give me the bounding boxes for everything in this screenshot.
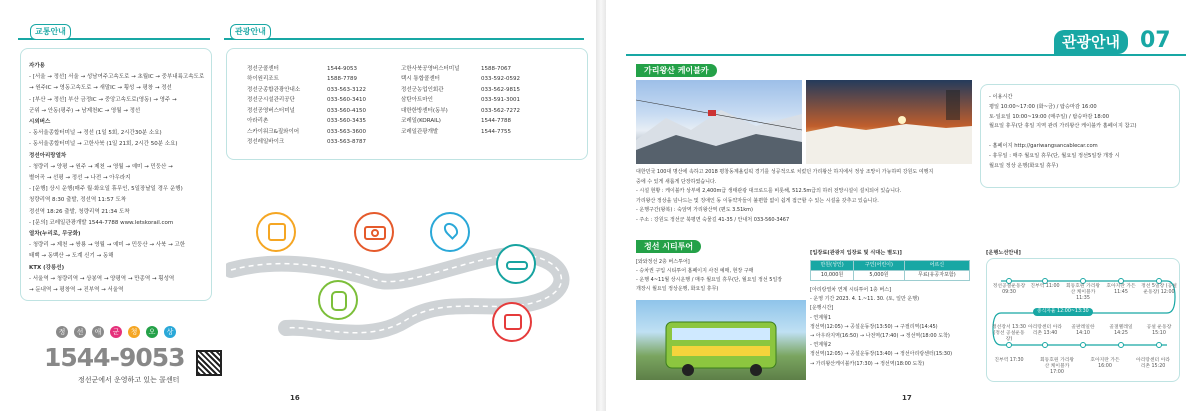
contact-phone: 033-560-4150 xyxy=(327,107,366,114)
left-page xyxy=(0,0,596,411)
contact-phone: 033-562-9815 xyxy=(481,86,520,93)
transport-line: 태백 → 동백산 → 도계 신기 → 동해 xyxy=(29,253,114,260)
transport-line: - 동서울종합터미널 → 고한사북 (1일 21회, 2시간 50분 소요) xyxy=(29,141,178,148)
transport-line: 청량리역 8:30 출발, 정선역 11:57 도착 xyxy=(29,197,127,204)
transport-line: 군위 → 안동(평주) → 남제천IC → 영월 → 정선 xyxy=(29,107,141,114)
call-center-char: 오 xyxy=(146,326,158,338)
contact-phone: 033-592-0592 xyxy=(481,76,520,83)
train-icon xyxy=(492,302,532,342)
citytour-line: 개장시 월요일 정상운행, 화요일 휴무) xyxy=(636,286,719,292)
transport-title: 교통안내 xyxy=(30,24,71,40)
map-pin-icon xyxy=(430,212,470,252)
schedule-line: → 아우라지역(16:50) → 나전역(17:40) → 정선역(18:00 도착) xyxy=(810,333,950,340)
cable-info xyxy=(989,93,1171,171)
citytour-line: - 운행 4~11월 상시운행 / 매주 월요일 휴무(단, 월요일 정선 5일장 xyxy=(636,277,783,283)
transport-line: - [운행] 상시 운행(매주 월·화요일 휴무인, 5일장날일 경우 운행) xyxy=(29,186,183,193)
price-table xyxy=(810,260,970,281)
cable-info-line: 월요일 휴무(단 휴일 지역 관리 가리왕산 케이블카 홈페이지 참고) xyxy=(989,123,1137,130)
route-stop-label: 공설 운동장 15:10 xyxy=(1146,325,1172,336)
header-title: 관광안내 xyxy=(1054,30,1128,54)
route-stop-label: 호아지란 가든 11:45 xyxy=(1106,284,1136,295)
transport-line: - 청량리 → 양평 → 원주 → 제천 → 영월 → 예미 → 민둥산 → xyxy=(29,163,173,170)
contact-name: 하이원리조트 xyxy=(247,76,279,83)
book-gutter xyxy=(596,0,606,411)
price-header: 어르신 xyxy=(904,261,969,271)
cable-desc-line: - 주소 : 강원도 정선군 북평면 숙물길 41-35 / 안내처 033-560-3467 xyxy=(636,216,790,223)
cable-info-line: - 이용시간 xyxy=(989,94,1013,100)
tourism-contact-row xyxy=(247,86,387,95)
contact-name: 정선군종합관광안내소 xyxy=(247,86,301,93)
call-center-caption: 정선군에서 운영하고 있는 콜센터 xyxy=(78,376,180,384)
citytour-line: [와와정선 2층 버스투어] xyxy=(636,259,690,265)
cable-info-line: 평일 10:00~17:00 (화~금) / 탑승마감 16:00 xyxy=(989,103,1097,110)
tourism-contact-row xyxy=(247,107,387,116)
route-stop-label: 회동호원 가리왕산 케이블카 17:00 xyxy=(1040,358,1074,375)
tourism-contact-row xyxy=(247,128,387,137)
car-icon xyxy=(496,244,536,284)
contact-phone: 033-591-3001 xyxy=(481,97,520,104)
cable-title: 가리왕산 케이블카 xyxy=(636,64,717,77)
transport-line: - 청량리 → 제천 → 쌍룡 → 영월 → 예미 → 민둥산 → 사북 → 고한 xyxy=(29,242,186,249)
schedule-line: 정선역(12:05) → 공설운동장(13:40) → 정선아리랑센터(15:30) xyxy=(810,351,953,358)
tourism-contact-row xyxy=(401,86,541,95)
route-stop-label: 아리랑센터 아라리촌 15:20 xyxy=(1136,358,1170,369)
citytour-info xyxy=(636,258,806,294)
cable-car-photo xyxy=(636,80,802,164)
route-stop-dot xyxy=(1156,342,1162,348)
price-value: 5,000원 xyxy=(854,270,905,280)
schedule-line: [운행시간] xyxy=(810,305,834,312)
tourism-contact-row xyxy=(247,65,387,74)
contact-phone: 033-563-3600 xyxy=(327,128,366,135)
route-box xyxy=(986,258,1180,382)
price-value: 10,000원 xyxy=(811,270,854,280)
tourism-col2 xyxy=(399,63,543,139)
transport-box xyxy=(20,48,212,301)
contact-name: 고한사북공영버스터미널 xyxy=(401,65,460,72)
transport-lines xyxy=(29,61,205,296)
price-title: [입장료(관광지 입장료 및 식대는 별도)] xyxy=(810,250,902,256)
contact-phone: 033-563-3122 xyxy=(327,86,366,93)
route-stop-dot xyxy=(1042,342,1048,348)
cable-desc-line: 가리왕산 정상을 넘나드는 및 징애인 동 이동약자들이 불편함 없이 쉽게 접근할 수 있는 시설을 갖추고 있습니다. xyxy=(636,197,879,204)
call-center-chars xyxy=(56,326,206,338)
contact-phone: 033-562-7272 xyxy=(481,107,520,114)
page-number-left: 16 xyxy=(290,393,300,402)
right-page xyxy=(606,0,1200,411)
backpack-icon xyxy=(318,280,358,320)
route-title: [운행노선안내] xyxy=(986,250,1021,256)
cable-info-box xyxy=(980,84,1180,188)
tourism-contact-row xyxy=(247,139,387,148)
transport-line: 별어곡 → 선평 → 정선 → 나전 → 아우라지 xyxy=(29,175,131,182)
cable-car-photo-scene xyxy=(636,80,802,164)
route-stop-label: 정선공설운동장 09:30 xyxy=(992,284,1026,295)
cable-info-line: 토·일요일 10:00~19:00 (매주일) / 탑승마감 18:00 xyxy=(989,113,1110,120)
call-center xyxy=(44,326,194,386)
contact-phone: 033-560-3435 xyxy=(327,118,366,125)
contact-name: 택시 통합콜센터 xyxy=(401,76,440,83)
transport-line: 자가용 xyxy=(29,63,45,69)
route-stop-label: 진부역 11:00 xyxy=(1030,284,1060,289)
route-stop-label: 호아지란 가든 16:00 xyxy=(1090,358,1120,369)
contact-phone: 1544-9053 xyxy=(327,65,357,72)
contact-phone: 1588-7067 xyxy=(481,65,511,72)
cable-info-line: 월요일 정상 운행(화요일 휴무) xyxy=(989,162,1059,169)
call-center-char: 군 xyxy=(110,326,122,338)
transport-line: - 서울역 → 청량리역 → 상봉역 → 양평역 → 만종역 → 횡성역 xyxy=(29,275,175,282)
contact-name: 코레일(KORAIL) xyxy=(401,118,441,125)
price-value: 무료(유공자포함) xyxy=(904,270,969,280)
contact-phone: 1544-7788 xyxy=(481,118,511,125)
transport-line: → 둔내역 → 평창역 → 진부역 → 서울역 xyxy=(29,287,124,294)
route-stop-label: 골절렐레일 14:25 xyxy=(1109,325,1133,336)
sunrise-photo-scene xyxy=(806,80,972,164)
call-center-char: 정 xyxy=(56,326,68,338)
header-number: 07 xyxy=(1140,28,1171,53)
contact-phone: 033-560-3410 xyxy=(327,97,366,104)
contact-name: 정선군시설관리공단 xyxy=(247,97,295,104)
tourism-contact-row xyxy=(401,97,541,106)
cable-info-line: - 홈페이지 http://gariwangsancablecar.com xyxy=(989,142,1098,149)
contact-name: 코레일관광개발 xyxy=(401,128,439,135)
route-stop-dot xyxy=(1118,342,1124,348)
citytour-title: 정선 시티투어 xyxy=(636,240,701,253)
schedule-line: - 연계형1 xyxy=(810,314,832,321)
transport-line: - [서울 → 정선] 서울 → 성남여주고속도로 → 초월IC → 중부내륙고속도로 xyxy=(29,74,205,81)
transport-line: - [문의] 코레일관광개발 1544-7788 www.letskorail.com xyxy=(29,219,174,226)
tourism-contact-row xyxy=(247,97,387,106)
contact-phone: 1588-7789 xyxy=(327,76,357,83)
call-center-char: 상 xyxy=(164,326,176,338)
transport-line: → 원주IC → 영동고속도로 → 새말IC → 횡성 → 평창 → 정선 xyxy=(29,85,172,92)
cable-desc-line: 중에 수 있게 새롭게 단장하였습니다. xyxy=(636,178,717,185)
tourism-contact-row xyxy=(401,128,541,137)
tourism-contact-row xyxy=(401,107,541,116)
route-stop-label: 진부역 17:30 xyxy=(994,358,1024,363)
header-divider xyxy=(626,54,1186,56)
tourism-title: 관광안내 xyxy=(230,24,271,40)
transport-line: 정선역 18:26 출발, 청량리역 21:34 도착 xyxy=(29,208,130,215)
transport-line: - [부산 → 정선] 부산 금정IC → 중앙고속도로(영동) → 영주 → xyxy=(29,96,177,103)
contact-name: 대한한방센터(동부) xyxy=(401,107,448,114)
tourism-contact-row xyxy=(401,76,541,85)
page-number-right: 17 xyxy=(902,393,912,402)
city-tour-bus-photo xyxy=(636,300,806,380)
citytour-line: - 승차권 구입 시티투어 홈페이지 사전 예매, 현장 구매 xyxy=(636,268,754,274)
price-header: 구인(어린이) xyxy=(854,261,905,271)
contact-name: 정선군콜센터 xyxy=(247,65,279,72)
schedule-line: 정선역(12:05) → 공설운동장(13:50) → 구절리역(14:45) xyxy=(810,323,938,330)
cable-desc-line: - 시설 현황 : 케이블카 상부에 2,400m급 생태관광 대크로드를 비롯해, 512.5m급의 하러 전망시설이 설치되어 있습니다. xyxy=(636,188,902,194)
contact-name: 정선레일바이크 xyxy=(247,139,285,146)
contact-name: 스카이워크&짚와이어 xyxy=(247,128,300,135)
cable-description xyxy=(636,168,976,225)
schedule-line: [아리랑열차 연계 시티투어 1층 버스] xyxy=(810,287,892,293)
call-center-char: 청 xyxy=(128,326,140,338)
tourism-contact-row xyxy=(247,118,387,127)
transport-line: 정선아리랑열차 xyxy=(29,152,67,159)
tourism-contact-row xyxy=(401,118,541,127)
contact-name: 정선공영버스터미널 xyxy=(247,107,295,114)
transport-line: 열차(누리로, 무궁화) xyxy=(29,231,81,238)
schedule-line: → 가리왕산케이블카(17:30) → 정선역(18:00 도착) xyxy=(810,360,925,367)
schedule xyxy=(810,286,980,369)
cable-info-line xyxy=(989,132,1171,142)
contact-name: 삼탄아트마인 xyxy=(401,97,433,104)
call-center-char: 애 xyxy=(92,326,104,338)
contact-name: 아라리촌 xyxy=(247,118,269,125)
bus-icon xyxy=(256,212,296,252)
cable-info-line: - 휴무일 : 매주 월요일 휴무(단, 월요일 정선5일장 개장 시 xyxy=(989,152,1120,159)
call-center-char: 선 xyxy=(74,326,86,338)
city-bus-scene xyxy=(636,300,806,380)
transport-line: - 동서울종합터미널 → 정선 (1일 5회, 2시간30분 소요) xyxy=(29,130,162,137)
route-stop-label: 골판레일한 14:10 xyxy=(1071,325,1095,336)
route-lunch: 중식자율 12:00~13:30 xyxy=(1033,308,1093,316)
sunrise-cloud-photo xyxy=(806,80,972,164)
contact-name: 정선군농업인회관 xyxy=(401,86,444,93)
schedule-line: - 연계형2 xyxy=(810,342,832,349)
call-center-number: 1544-9053 xyxy=(44,343,185,372)
transport-line: KTX (강릉선) xyxy=(29,264,65,271)
tourism-col1 xyxy=(245,63,389,149)
cable-desc-line: - 운행구간(왕복) : 숙암역 가리왕산역 (편도 3.51km) xyxy=(636,207,754,213)
contact-phone: 1544-7755 xyxy=(481,128,511,135)
transport-line: 시외버스 xyxy=(29,119,51,126)
schedule-line: - 운영 기간 2023. 4. 1.~11. 30. (토, 일만 운행) xyxy=(810,296,920,303)
contact-phone: 033-563-8787 xyxy=(327,139,366,146)
tourism-box xyxy=(226,48,588,160)
tourism-contact-row xyxy=(247,76,387,85)
route-stop-label: 회동호원 가리왕산 케이블카 11:35 xyxy=(1066,284,1100,301)
qr-code-icon[interactable] xyxy=(196,350,222,376)
tourism-divider xyxy=(224,38,584,40)
camera-icon xyxy=(354,212,394,252)
route-stop-label: 정선 5일장 (공설운동장) 12:00 xyxy=(1141,284,1177,295)
route-stop-label: 아리랑센터 아라리촌 13:40 xyxy=(1028,325,1062,336)
route-stop-label: 정선장서 13:30 (정선 공설운동장) xyxy=(992,325,1026,342)
cable-desc-line: 대한민국 100대 명산에 속하고 2018 평창동계올림픽 경기를 성공적으로 치렀던 가리왕산 하지에서 정상 조망이 가능하며 강원도 여행지 xyxy=(636,169,934,175)
route-stop-dot xyxy=(1080,342,1086,348)
price-header: 만원(성인) xyxy=(811,261,854,271)
tourism-contact-row xyxy=(401,65,541,74)
